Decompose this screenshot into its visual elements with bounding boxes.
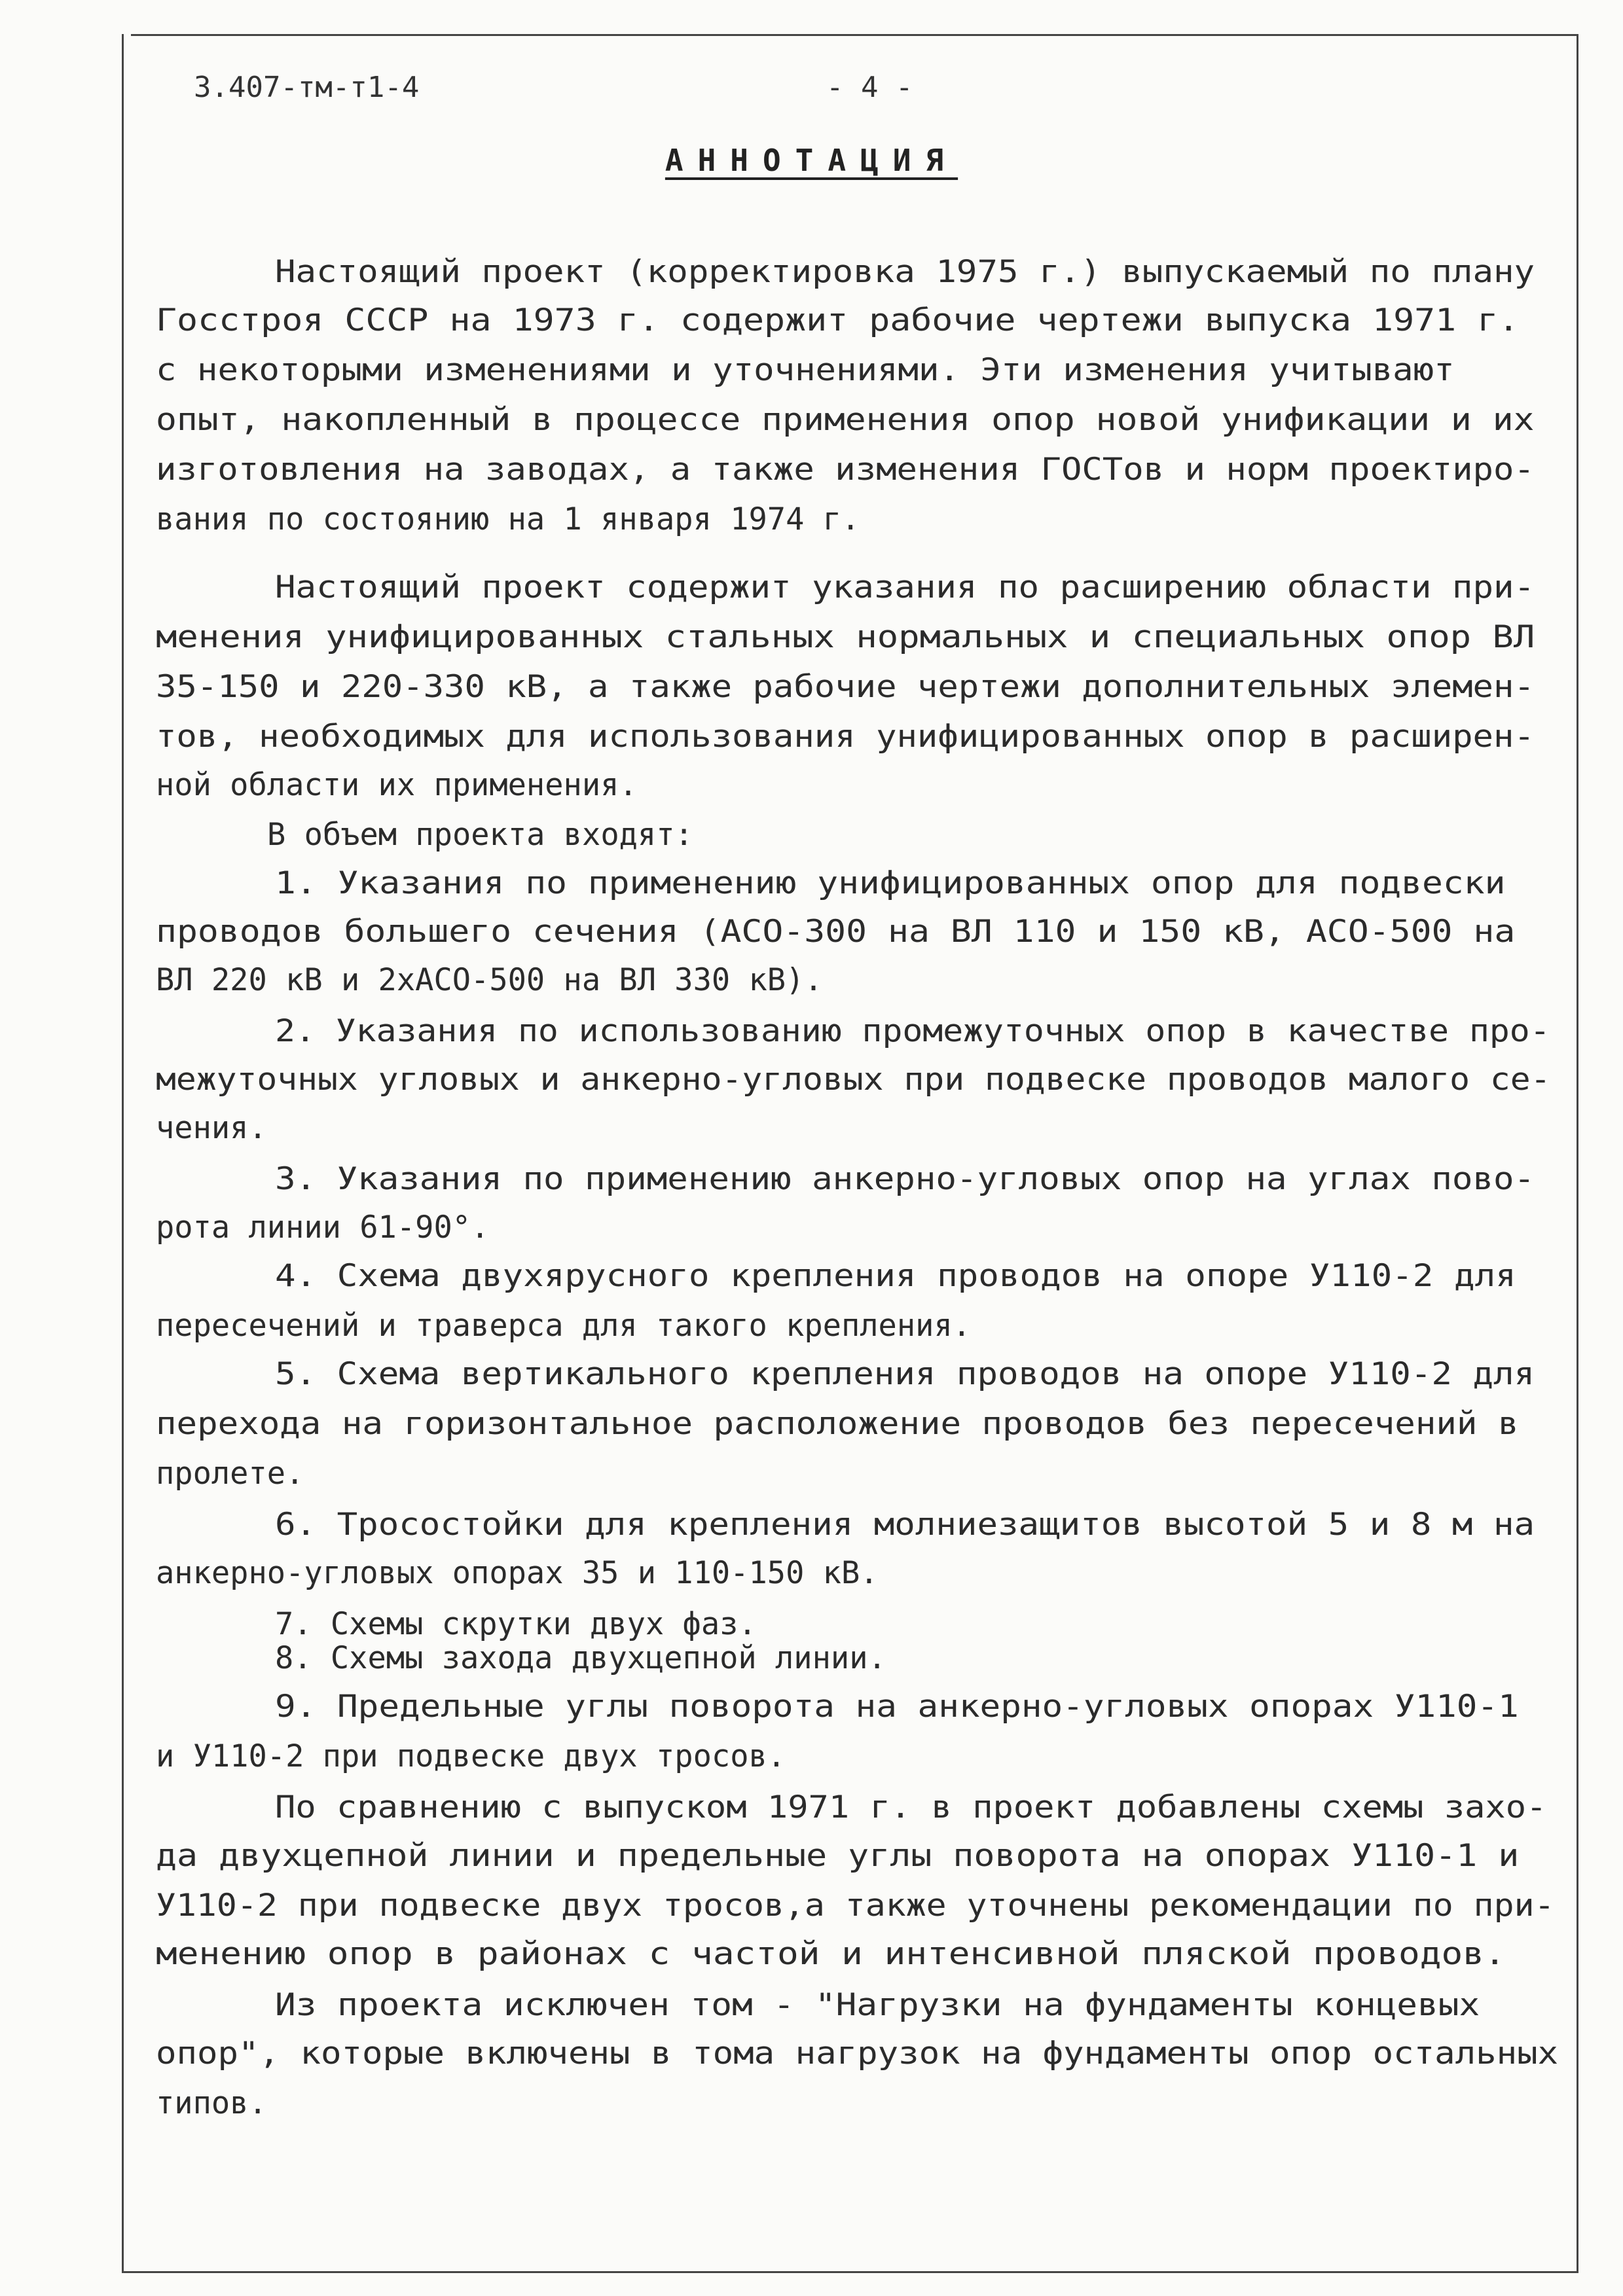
body-line: с некоторыми изменениями и уточнениями. Эти изменения учитывают (156, 352, 1455, 388)
body-line: рота линии 61-90°. (156, 1210, 490, 1246)
body-line: Госстроя СССР на 1973 г. содержит рабочие чертежи выпуска 1971 г. (156, 302, 1520, 338)
page-number: - 4 - (826, 71, 913, 104)
body-line: пересечений и траверса для такого крепления. (156, 1308, 972, 1344)
body-line: да двухцепной линии и предельные углы поворота на опорах У110-1 и (156, 1838, 1520, 1874)
body-line: 3. Указания по применению анкерно-угловых опор на углах пово- (275, 1161, 1535, 1197)
body-line: проводов большего сечения (АСО-300 на ВЛ 110 и 150 кВ, АСО-500 на (156, 914, 1516, 950)
frame-top-line (131, 34, 1578, 36)
body-line: В объем проекта входят: (267, 817, 693, 853)
body-line: изготовления на заводах, а также изменения ГОСТов и норм проектиро- (156, 452, 1535, 488)
body-line: 8. Схемы захода двухцепной линии. (275, 1640, 886, 1676)
body-line: 4. Схема двухярусного крепления проводов на опоре У110-2 для (275, 1258, 1516, 1294)
frame-bottom-line (122, 2271, 1578, 2273)
document-code: 3.407-тм-т1-4 (194, 71, 420, 104)
body-line: ВЛ 220 кВ и 2хАСО-500 на ВЛ 330 кВ). (156, 962, 823, 998)
body-line: 5. Схема вертикального крепления проводов на опоре У110-2 для (275, 1356, 1535, 1392)
body-line: перехода на горизонтальное расположение проводов без пересечений в (156, 1406, 1519, 1442)
annotation-title-text: АННОТАЦИЯ (665, 143, 958, 178)
body-line: 35-150 и 220-330 кВ, а также рабочие чертежи дополнительных элемен- (156, 669, 1535, 705)
body-line: менения унифицированных стальных нормальных и специальных опор ВЛ (156, 619, 1535, 655)
body-line: У110-2 при подвеске двух тросов,а также уточнены рекомендации по при- (156, 1888, 1555, 1924)
body-line: Настоящий проект содержит указания по расширению области при- (275, 569, 1535, 605)
body-line: типов. (156, 2085, 267, 2121)
body-line: анкерно-угловых опорах 35 и 110-150 кВ. (156, 1555, 879, 1591)
body-line: вания по состоянию на 1 января 1974 г. (156, 501, 860, 537)
body-line: Из проекта исключен том - "Нагрузки на фундаменты концевых (275, 1987, 1480, 2023)
body-line: 2. Указания по использованию промежуточных опор в качестве про- (275, 1013, 1550, 1049)
body-line: Настоящий проект (корректировка 1975 г.) выпускаемый по плану (275, 254, 1535, 290)
body-line: пролете. (156, 1456, 304, 1492)
body-line: опыт, накопленный в процессе применения опор новой унификации и их (156, 402, 1535, 438)
body-line: менению опор в районах с частой и интенсивной пляской проводов. (156, 1936, 1506, 1972)
body-line: ной области их применения. (156, 767, 638, 803)
body-line: 9. Предельные углы поворота на анкерно-угловых опорах У110-1 (275, 1689, 1519, 1725)
annotation-title (0, 143, 1623, 178)
body-line: тов, необходимых для использования унифицированных опор в расширен- (156, 719, 1535, 755)
body-line: чения. (156, 1110, 267, 1146)
body-line: опор", которые включены в тома нагрузок на фундаменты опор остальных (156, 2036, 1559, 2072)
body-line: межуточных угловых и анкерно-угловых при подвеске проводов малого се- (156, 1062, 1551, 1098)
frame-right-line (1577, 34, 1578, 2272)
frame-left-line (122, 34, 124, 2272)
body-line: и У110-2 при подвеске двух тросов. (156, 1738, 786, 1774)
body-line: 7. Схемы скрутки двух фаз. (275, 1606, 757, 1642)
body-line: По сравнению с выпуском 1971 г. в проект добавлены схемы захо- (275, 1789, 1547, 1825)
body-line: 6. Тросостойки для крепления молниезащитов высотой 5 и 8 м на (275, 1507, 1535, 1543)
body-line: 1. Указания по применению унифицированных опор для подвески (275, 865, 1506, 901)
